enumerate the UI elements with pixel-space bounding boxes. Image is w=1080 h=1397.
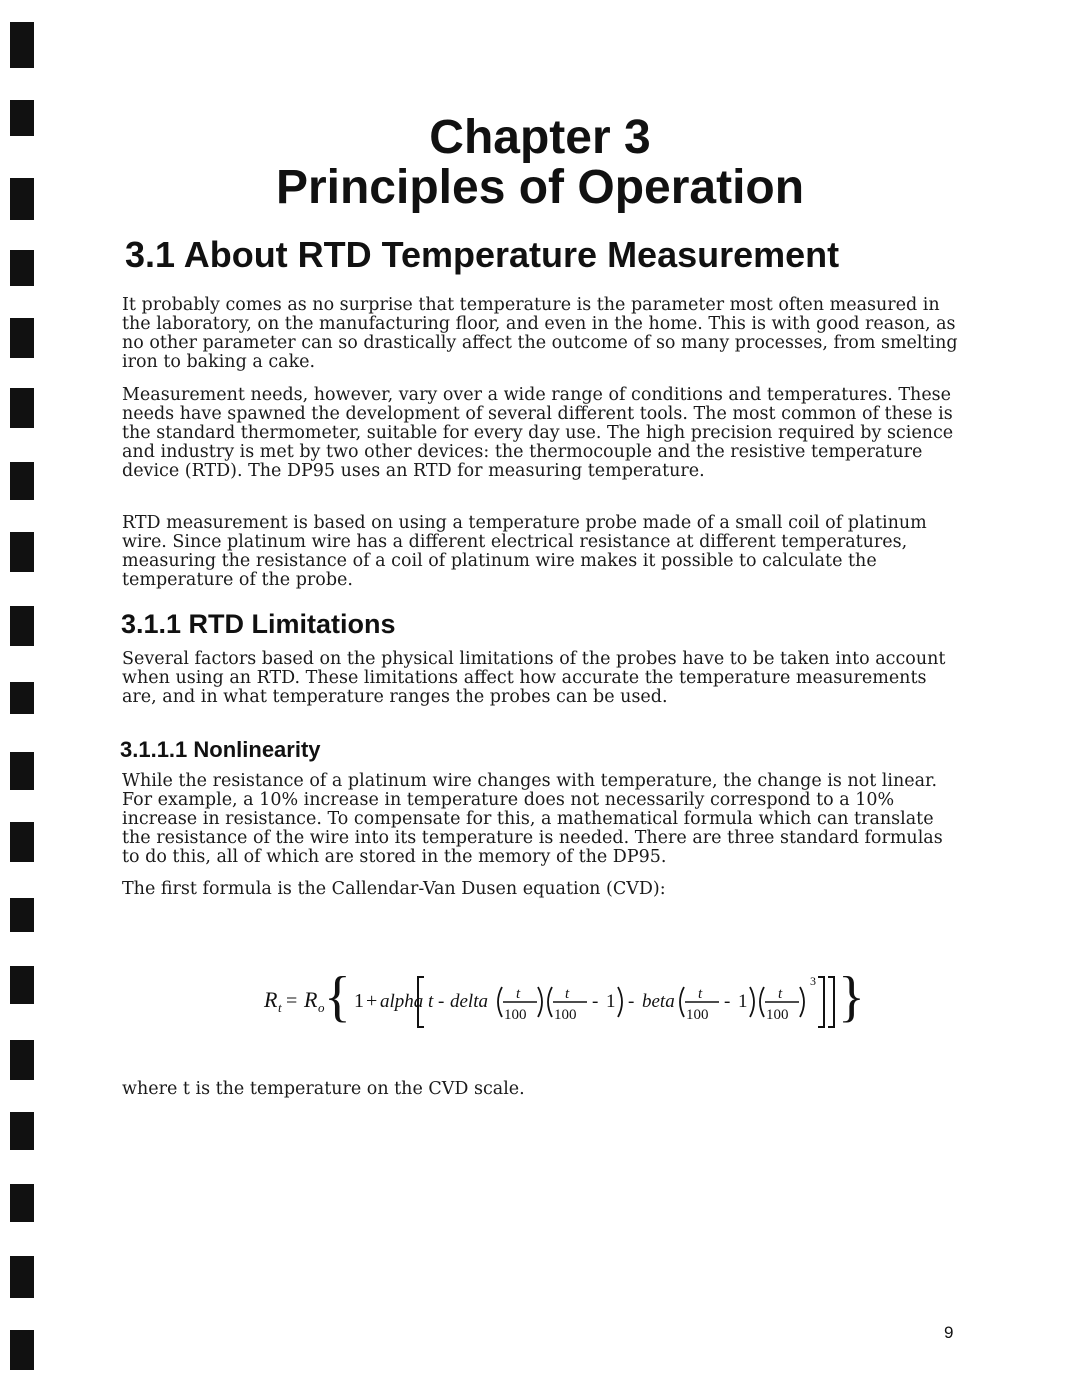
eq-minus-3: -: [628, 991, 635, 1012]
eq-frac4-num: t: [778, 986, 783, 1002]
eq-one-2: 1: [606, 991, 616, 1012]
eq-one: 1: [354, 990, 364, 1012]
eq-bracket-close: [818, 977, 824, 1027]
subsubsection-heading: 3.1.1.1 Nonlinearity: [120, 737, 321, 762]
section-paragraph-2: Measurement needs, however, vary over a wide range of conditions and temperatures. These needs have spawned the development of several different tools. The most common of these is the standard thermometer, suitable for every day use. The high precision required by science and industry is met by two other devices: the thermocouple and the resistive temperature device (RTD). The DP95 uses an RTD for measuring temperature.: [122, 385, 954, 481]
eq-frac3-den: 100: [686, 1007, 709, 1023]
section-heading: 3.1 About RTD Temperature Measurement: [125, 234, 840, 275]
eq-one-3: 1: [738, 991, 748, 1012]
eq-plus: +: [366, 990, 378, 1012]
eq-beta: beta: [642, 991, 675, 1012]
eq-equals: =: [286, 990, 298, 1012]
eq-frac1-num: t: [516, 986, 521, 1002]
subsection-heading: 3.1.1 RTD Limitations: [121, 609, 396, 639]
eq-minus-4: -: [724, 991, 731, 1012]
eq-lhs: R: [264, 987, 278, 1012]
eq-minus-2: -: [592, 991, 599, 1012]
chapter-title: Principles of Operation: [275, 161, 805, 214]
chapter-label: Chapter 3: [429, 111, 651, 164]
eq-r0: R: [304, 987, 318, 1012]
eq-minus-1: -: [438, 991, 445, 1012]
eq-frac3-num: t: [698, 986, 703, 1002]
page-number: 9: [944, 1323, 954, 1342]
section-paragraph-1: It probably comes as no surprise that temperature is the parameter most often measured in the laboratory, on the manufacturing floor, and even in the home. This is with good reason, as no other parameter can so drastically affect the outcome of so many processes, from smelting iron to baking a cake.: [122, 295, 958, 372]
eq-brace-close: }: [838, 966, 865, 1028]
eq-brace-open: {: [324, 966, 351, 1028]
cvd-intro-paragraph: The first formula is the Callendar-Van Dusen equation (CVD):: [122, 879, 666, 899]
eq-lhs-sub: t: [278, 1000, 282, 1015]
eq-frac4-den: 100: [766, 1007, 789, 1023]
eq-delta: delta: [450, 991, 488, 1012]
eq-t: t: [428, 991, 434, 1012]
eq-frac1-den: 100: [504, 1007, 527, 1023]
eq-alpha: alpha: [380, 991, 424, 1012]
eq-r0-sub: o: [318, 1000, 325, 1015]
eq-cube: 3: [810, 974, 816, 988]
nonlinearity-paragraph: While the resistance of a platinum wire changes with temperature, the change is not linear. For example, a 10% increase in temperature does not necessarily correspond to a 10% increase in resistance. To compensate for this, a mathematical formula which can translate the resistance of the wire into its temperature is needed. There are three standard formulas to do this, all of which are stored in the memory of the DP95.: [122, 771, 943, 867]
cvd-equation: [262, 965, 882, 1035]
section-paragraph-3: RTD measurement is based on using a temperature probe made of a small coil of platinum wire. Since platinum wire has a different electrical resistance at different temperatures, measuring the resistance of a coil of platinum wire makes it possible to calculate the temperature of the probe.: [122, 513, 927, 590]
after-equation-text: where t is the temperature on the CVD scale.: [122, 1079, 525, 1099]
subsection-paragraph: Several factors based on the physical limitations of the probes have to be taken into account when using an RTD. These limitations affect how accurate the temperature measurements are, and in what temperature ranges the probes can be used.: [122, 649, 946, 707]
eq-frac2-den: 100: [554, 1007, 577, 1023]
eq-frac2-num: t: [565, 986, 570, 1002]
